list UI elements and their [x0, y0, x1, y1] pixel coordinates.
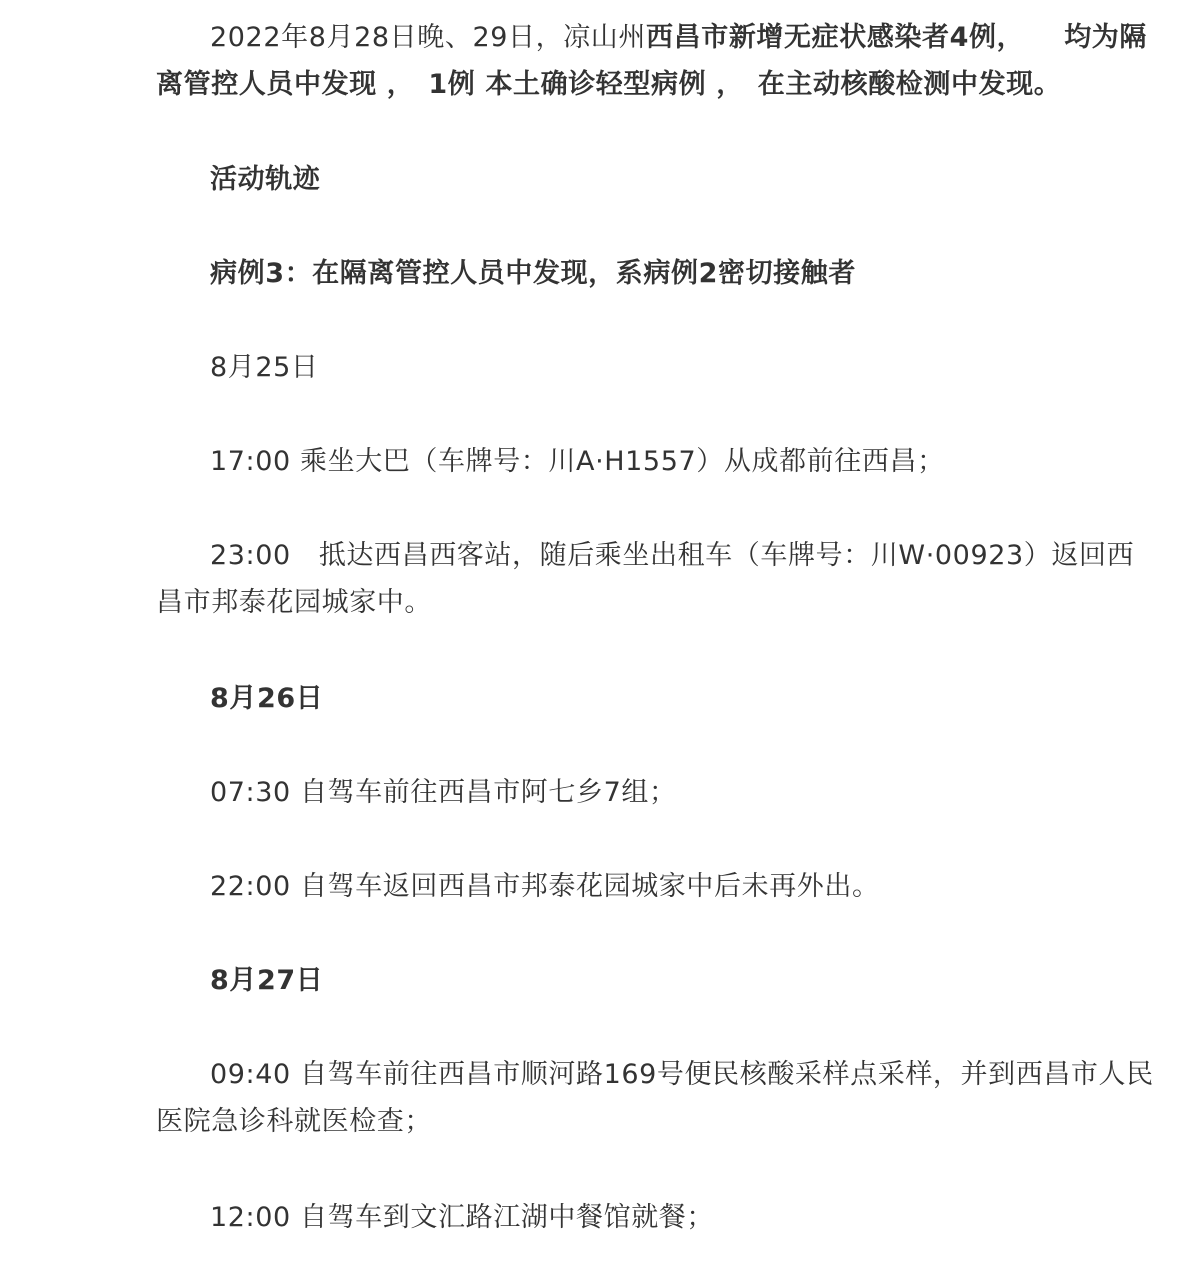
- entry-time: 23:00: [210, 540, 291, 571]
- date-heading: 8月26日: [210, 683, 324, 714]
- timeline-entry: [156, 532, 1158, 626]
- entry-text: 抵达西昌西客站，随后乘坐出租车（车牌号：川W·00923）返回西昌市邦泰花园城家中。: [156, 540, 1135, 618]
- entry-time: 22:00: [210, 871, 291, 902]
- timeline-entry: [156, 1051, 1158, 1145]
- section-title: 活动轨迹: [210, 164, 321, 195]
- intro-text-bold-3: 1例 本土确诊轻型病例 ，: [428, 69, 744, 100]
- entry-text: 自驾车前往西昌市顺河路169号便民核酸采样点采样，并到西昌市人民医院急诊科就医检查；: [156, 1059, 1154, 1137]
- entry-time: 12:00: [210, 1202, 291, 1233]
- timeline-entry: [156, 1194, 1158, 1241]
- intro-text-bold-4: 在主动核酸检测中发现。: [757, 69, 1062, 100]
- entry-time: 07:30: [210, 777, 291, 808]
- entry-time: 17:00: [210, 446, 291, 477]
- date-heading: 8月27日: [210, 965, 324, 996]
- intro-text-plain: 2022年8月28日晚、29日，凉山州: [210, 22, 647, 53]
- entry-text: 自驾车前往西昌市阿七乡7组；: [300, 777, 677, 808]
- entry-time: 09:40: [210, 1059, 291, 1090]
- intro-text-bold-1: 西昌市新增无症状感染者4例，: [646, 22, 1025, 53]
- date-heading: 8月25日: [210, 352, 319, 383]
- timeline-entry: [156, 769, 1158, 816]
- timeline-entry: [156, 863, 1158, 910]
- intro-text-bold-2: 均为隔离管控人员中发现 ，: [156, 22, 1148, 100]
- timeline-entry: [156, 438, 1158, 485]
- entry-text: 自驾车返回西昌市邦泰花园城家中后未再外出。: [300, 871, 880, 902]
- entry-text: 自驾车到文汇路江湖中餐馆就餐；: [300, 1202, 714, 1233]
- case-heading: 病例3：在隔离管控人员中发现，系病例2密切接触者: [210, 258, 856, 289]
- entry-text: 乘坐大巴（车牌号：川A·H1557）从成都前往西昌；: [300, 446, 945, 477]
- intro-paragraph: [156, 14, 1158, 108]
